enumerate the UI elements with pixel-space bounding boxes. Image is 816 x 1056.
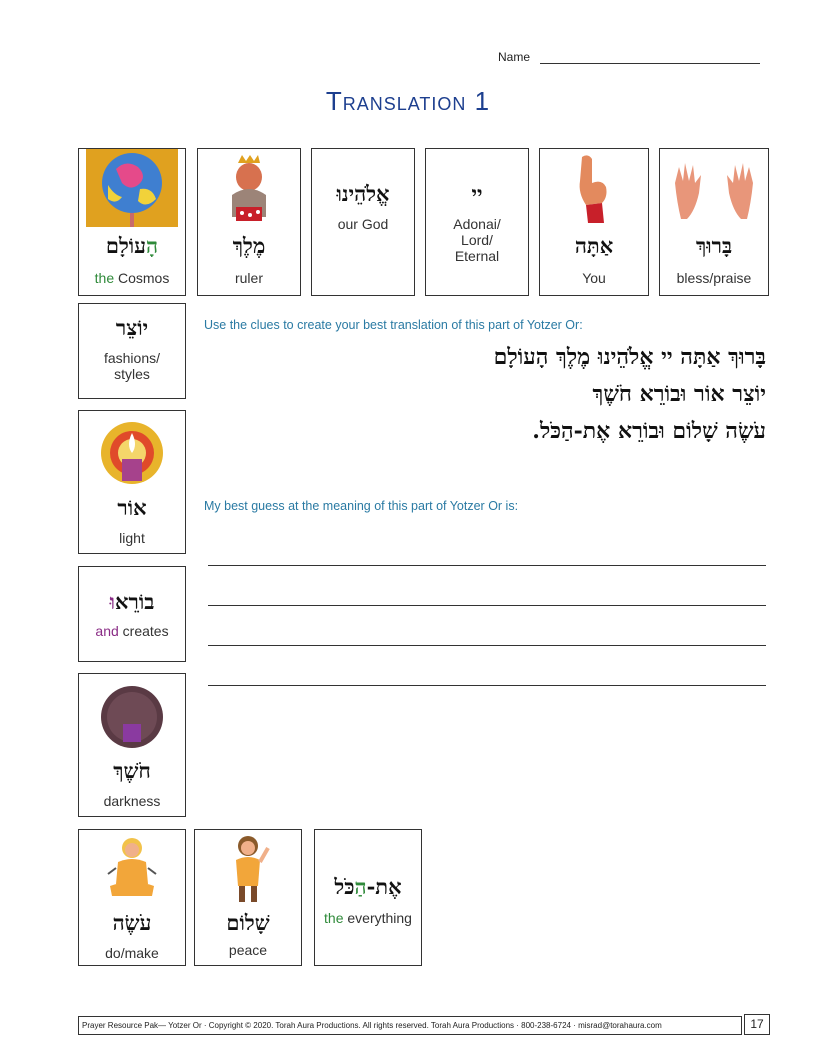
- card-melech: [197, 148, 301, 296]
- hebrew-word: הָעוֹלָם: [105, 233, 159, 258]
- card-shalom: [194, 829, 302, 966]
- prayer-line: בָּרוּךְ אַתָּה יי אֱלֹהֵינוּ מֶלֶךְ הָעוֹלָם: [493, 344, 766, 370]
- hebrew-word: אוֹר: [117, 495, 147, 520]
- writing-line[interactable]: [208, 605, 766, 606]
- candle-icon: [100, 419, 164, 489]
- english-meaning: do/make: [105, 945, 159, 961]
- card-or: [78, 410, 186, 554]
- english-meaning: Adonai/ Lord/ Eternal: [453, 216, 501, 264]
- hebrew-word: יי: [471, 181, 483, 206]
- hebrew-word: אַתָּה: [574, 233, 614, 258]
- writing-line[interactable]: [208, 645, 766, 646]
- prayer-line: יוֹצֵר אוֹר וּבוֹרֵא חֹשֶׁךְ: [592, 381, 766, 407]
- card-uvore: [78, 566, 186, 662]
- english-meaning: peace: [228, 942, 268, 958]
- card-eloheinu: [311, 148, 415, 296]
- dark-candle-icon: [97, 686, 167, 748]
- praising-hands-icon: [669, 153, 759, 225]
- card-haolam: [78, 148, 186, 296]
- hebrew-word: יוֹצֵר: [115, 315, 149, 340]
- guess-instruction: My best guess at the meaning of this part of Yotzer Or is:: [204, 499, 519, 513]
- page-title: Translation 1: [325, 86, 491, 116]
- english-meaning: light: [119, 530, 145, 546]
- footer: Prayer Resource Pak— Yotzer Or · Copyright © 2020. Torah Aura Productions. All rights reserved. Torah Aura Productions · 800-238-6724 · misrad@torahaura.com: [78, 1016, 742, 1035]
- card-atah: [539, 148, 649, 296]
- english-meaning: and creates: [95, 623, 169, 639]
- clues-instruction: Use the clues to create your best translation of this part of Yotzer Or:: [204, 318, 583, 332]
- hebrew-word: שָׁלוֹם: [226, 910, 270, 935]
- hebrew-word: אֶת-הַכֹּל: [334, 874, 402, 899]
- english-meaning: ruler: [234, 270, 263, 286]
- card-choshech: [78, 673, 186, 817]
- english-meaning: fashions/ styles: [103, 350, 161, 382]
- english-meaning: You: [582, 270, 606, 286]
- hebrew-word: אֱלֹהֵינוּ: [336, 181, 390, 206]
- globe-icon: [86, 149, 178, 227]
- hebrew-word: בָּרוּךְ: [695, 233, 733, 258]
- card-adonai: [425, 148, 529, 296]
- hebrew-word: בוֹרֵאוּ: [109, 589, 155, 614]
- pointing-hand-icon: [572, 153, 616, 225]
- english-meaning: darkness: [103, 793, 161, 809]
- card-baruch: [659, 148, 769, 296]
- peace-person-icon: [226, 834, 270, 906]
- name-label: Name: [498, 50, 531, 64]
- prayer-line: עֹשֶׂה שָׁלוֹם וּבוֹרֵא אֶת-הַכֹּל.: [532, 418, 766, 444]
- page-number: 17: [744, 1014, 770, 1035]
- card-oseh: [78, 829, 186, 966]
- worker-icon: [102, 834, 162, 904]
- english-meaning: our God: [337, 216, 389, 232]
- writing-line[interactable]: [208, 685, 766, 686]
- english-meaning: the everything: [324, 910, 412, 926]
- english-meaning: bless/praise: [676, 270, 752, 286]
- name-field[interactable]: [540, 63, 760, 64]
- writing-line[interactable]: [208, 565, 766, 566]
- king-icon: [224, 155, 274, 225]
- hebrew-word: עֹשֶׂה: [112, 910, 152, 935]
- card-yotzer: [78, 303, 186, 399]
- english-meaning: the Cosmos: [94, 270, 170, 286]
- hebrew-word: חֹשֶׁךְ: [113, 758, 151, 783]
- card-et-hakol: [314, 829, 422, 966]
- hebrew-word: מֶלֶךְ: [232, 233, 266, 258]
